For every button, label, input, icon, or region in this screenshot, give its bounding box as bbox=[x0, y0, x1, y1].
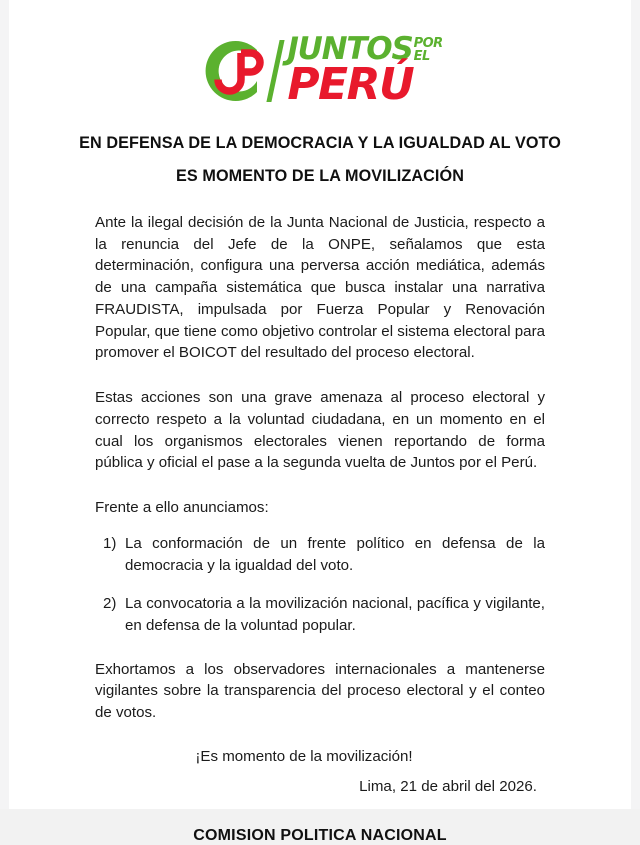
headline-line-2: ES MOMENTO DE LA MOVILIZACIÓN bbox=[176, 167, 464, 185]
party-wordmark bbox=[287, 31, 443, 111]
announcements-lead-in: Frente a ello anunciamos: bbox=[95, 499, 269, 517]
list-item-marker: 1) bbox=[103, 534, 117, 552]
body-paragraph-3: Exhortamos a los observadores internacionales a mantenerse vigilantes sobre la transparencia del proceso electoral y el conteo de votos. bbox=[95, 660, 545, 722]
list-item bbox=[95, 533, 545, 576]
wordmark-juntos: JUNTOS bbox=[287, 31, 413, 68]
list-item-marker: 2) bbox=[103, 595, 117, 613]
wordmark-peru: PERÚ bbox=[287, 59, 414, 111]
list-item-text: La convocatoria a la movilización nacional, pacífica y vigilante, en defensa de la voluntad popular. bbox=[125, 595, 545, 635]
page-title bbox=[9, 134, 631, 186]
announcements-list bbox=[95, 533, 545, 637]
wordmark-por: POR bbox=[413, 36, 443, 52]
list-item-text: La conformación de un frente político en defensa de la democracia y la igualdad del voto. bbox=[125, 534, 545, 574]
jp-monogram-icon bbox=[197, 34, 271, 108]
body-paragraph-1: Ante la ilegal decisión de la Junta Nacional de Justicia, respecto a la renuncia del Jefe de la ONPE, señalamos que esta determinación, configura una perversa acción mediática, además de una campaña sistemática que busca instalar una narrativa FRAUDISTA, impulsada por Fuerza Popular y Renovación Popular, que tiene como objetivo controlar el sistema electoral para promover el BOICOT del resultado del proceso electoral. bbox=[95, 214, 545, 362]
signature-line: COMISION POLITICA NACIONAL bbox=[193, 826, 447, 844]
party-logo bbox=[9, 0, 631, 112]
list-item bbox=[95, 593, 545, 636]
closing-slogan: ¡Es momento de la movilización! bbox=[195, 747, 413, 765]
headline-line-1: EN DEFENSA DE LA DEMOCRACIA Y LA IGUALDAD AL VOTO bbox=[79, 134, 561, 152]
closing-date: Lima, 21 de abril del 2026. bbox=[359, 777, 537, 795]
body-paragraph-2: Estas acciones son una grave amenaza al proceso electoral y correcto respeto a la voluntad ciudadana, en un momento en el cual los organismos electorales vienen reportando de forma pública y oficial el pase a la segunda vuelta de Juntos por el Perú. bbox=[95, 389, 545, 472]
wordmark-el: EL bbox=[413, 49, 430, 65]
statement-body bbox=[9, 212, 631, 845]
